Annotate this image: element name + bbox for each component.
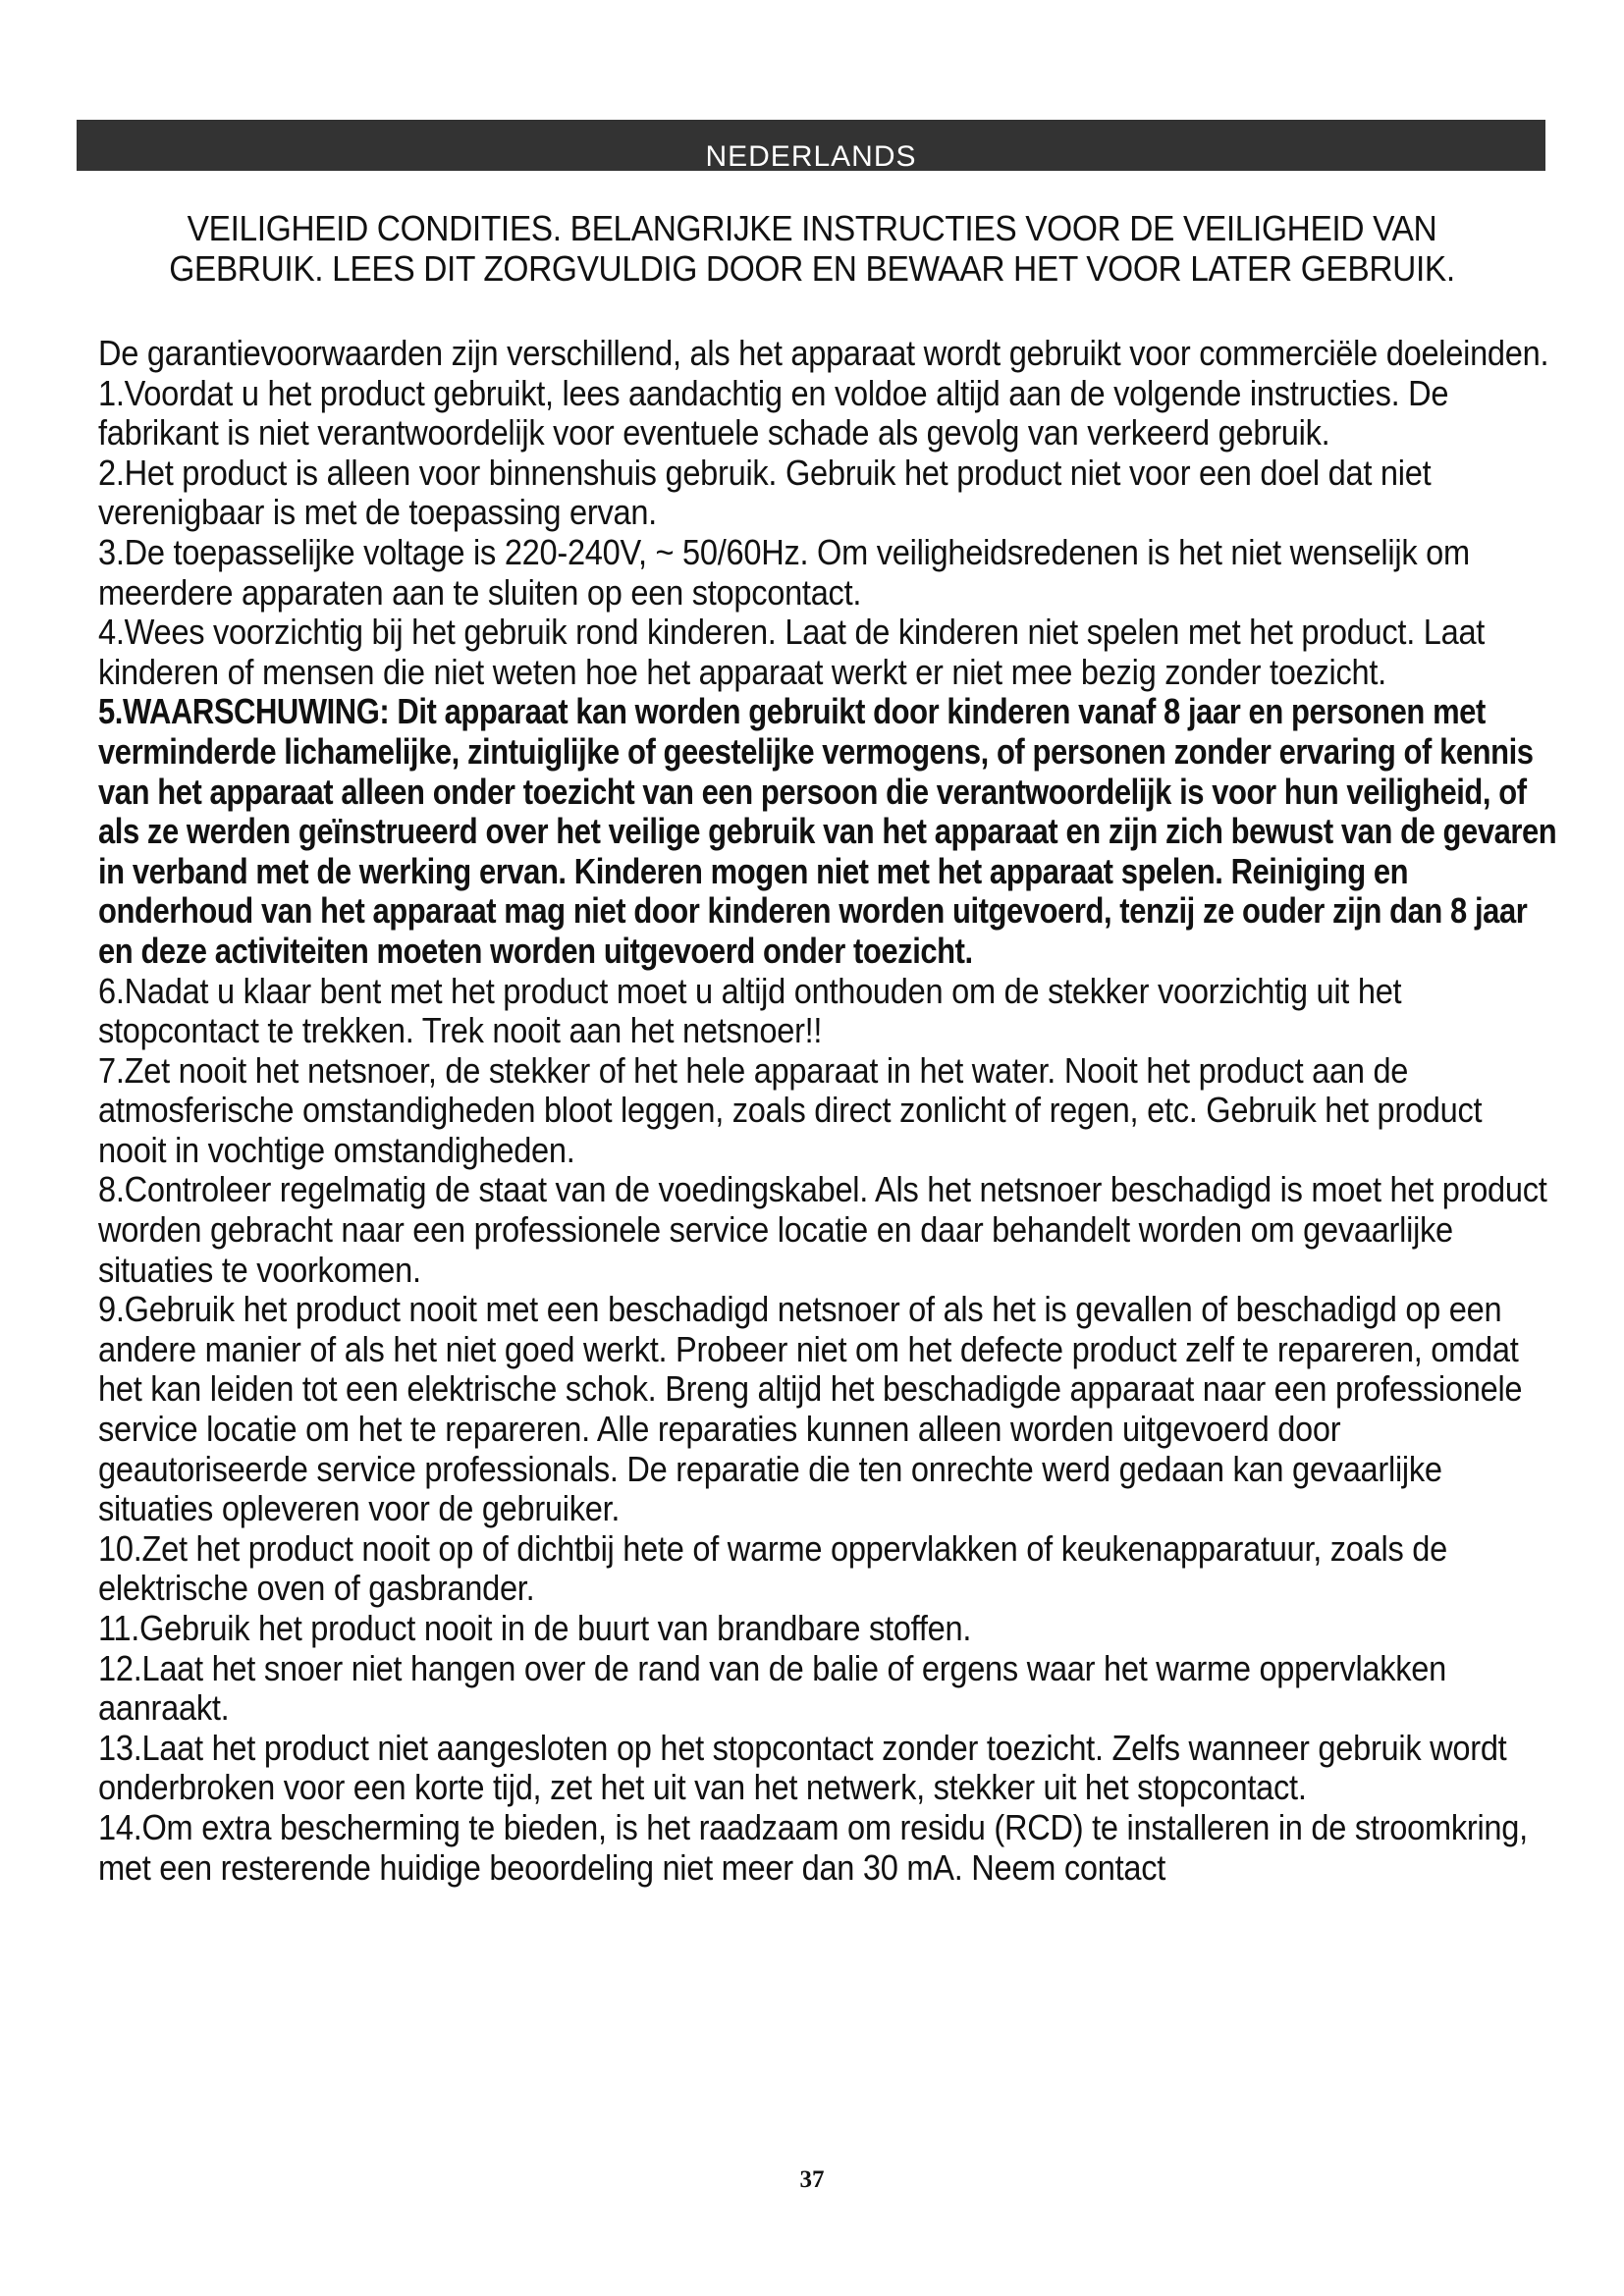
paragraph-6: 6.Nadat u klaar bent met het product moet u altijd onthouden om de stekker voorzichtig uit het stopcontact te trekken. Trek nooit aan het netsnoer!! [98,970,1402,1051]
paragraph-13: 13.Laat het product niet aangesloten op het stopcontact zonder toezicht. Zelfs wanneer gebruik wordt onderbroken voor een korte tijd, zet het uit van het netwerk, stekker uit het stopcontact. [98,1727,1507,1808]
page-number: 37 [799,2166,825,2193]
paragraph-5-warning: 5.WAARSCHUWING: Dit apparaat kan worden gebruikt door kinderen vanaf 8 jaar en personen met verminderde lichamelijke, zintuiglijke of geestelijke vermogens, of personen zonder ervaring of kennis van het apparaat alleen onder toezicht van een persoon die verantwoordelijk is voor hun veiligheid, of als ze werden geïnstrueerd over het veilige gebruik van het apparaat en zijn zich bewust van de gevaren in verband met de werking ervan. Kinderen mogen niet met het apparaat spelen. Reiniging en onderhoud van het apparaat mag niet door kinderen worden uitgevoerd, tenzij ze ouder zijn dan 8 jaar en deze activiteiten moeten worden uitgevoerd onder toezicht. [98,691,1557,971]
language-label: NEDERLANDS [705,140,917,171]
paragraph-3: 3.De toepasselijke voltage is 220-240V, ~ 50/60Hz. Om veiligheidsredenen is het niet wenselijk om meerdere apparaten aan te sluiten op een stopcontact. [98,531,1470,613]
paragraph-1: 1.Voordat u het product gebruikt, lees aandachtig en voldoe altijd aan de volgende instructies. De fabrikant is niet verantwoordelijk voor eventuele schade als gevolg van verkeerd gebruik. [98,372,1449,454]
paragraph-9: 9.Gebruik het product nooit met een beschadigd netsnoer of als het is gevallen of beschadigd op een andere manier of als het niet goed werkt. Probeer niet om het defecte product zelf te repareren, omdat het kan leiden tot een elektrische schok. Breng altijd het beschadigde apparaat naar een professionele service locatie om het te repareren. Alle reparaties kunnen alleen worden uitgevoerd door geautoriseerde service professionals. De reparatie die ten onrechte werd gedaan kan gevaarlijke situaties opleveren voor de gebruiker. [98,1289,1523,1529]
paragraph-7: 7.Zet nooit het netsnoer, de stekker of het hele apparaat in het water. Nooit het product aan de atmosferische omstandigheden bloot leggen, zoals direct zonlicht of regen, etc. Gebruik het product nooit in vochtige omstandigheden. [98,1049,1483,1170]
language-header-bar [77,120,1545,171]
paragraph-11: 11.Gebruik het product nooit in de buurt van brandbare stoffen. [98,1608,972,1648]
paragraph-8: 8.Controleer regelmatig de staat van de voedingskabel. Als het netsnoer beschadigd is moet het product worden gebracht naar een professionele service locatie en daar behandelt worden om gevaarlijke situaties te voorkomen. [98,1169,1547,1290]
paragraph-intro: De garantievoorwaarden zijn verschillend, als het apparaat wordt gebruikt voor commerciële doeleinden. [98,333,1549,373]
paragraph-12: 12.Laat het snoer niet hangen over de rand van de balie of ergens waar het warme oppervlakken aanraakt. [98,1647,1446,1729]
paragraph-2: 2.Het product is alleen voor binnenshuis gebruik. Gebruik het product niet voor een doel dat niet verenigbaar is met de toepassing ervan. [98,452,1432,533]
safety-title: VEILIGHEID CONDITIES. BELANGRIJKE INSTRUCTIES VOOR DE VEILIGHEID VAN GEBRUIK. LEES DIT ZORGVULDIG DOOR EN BEWAAR HET VOOR LATER GEBRUIK. [169,208,1455,289]
paragraph-10: 10.Zet het product nooit op of dichtbij hete of warme oppervlakken of keukenapparatuur, zoals de elektrische oven of gasbrander. [98,1527,1447,1609]
paragraph-14: 14.Om extra bescherming te bieden, is het raadzaam om residu (RCD) te installeren in de stroomkring, met een resterende huidige beoordeling niet meer dan 30 mA. Neem contact [98,1806,1528,1888]
safety-instructions [98,334,1557,1888]
paragraph-4: 4.Wees voorzichtig bij het gebruik rond kinderen. Laat de kinderen niet spelen met het product. Laat kinderen of mensen die niet weten hoe het apparaat werkt er niet mee bezig zonder toezicht. [98,612,1486,692]
